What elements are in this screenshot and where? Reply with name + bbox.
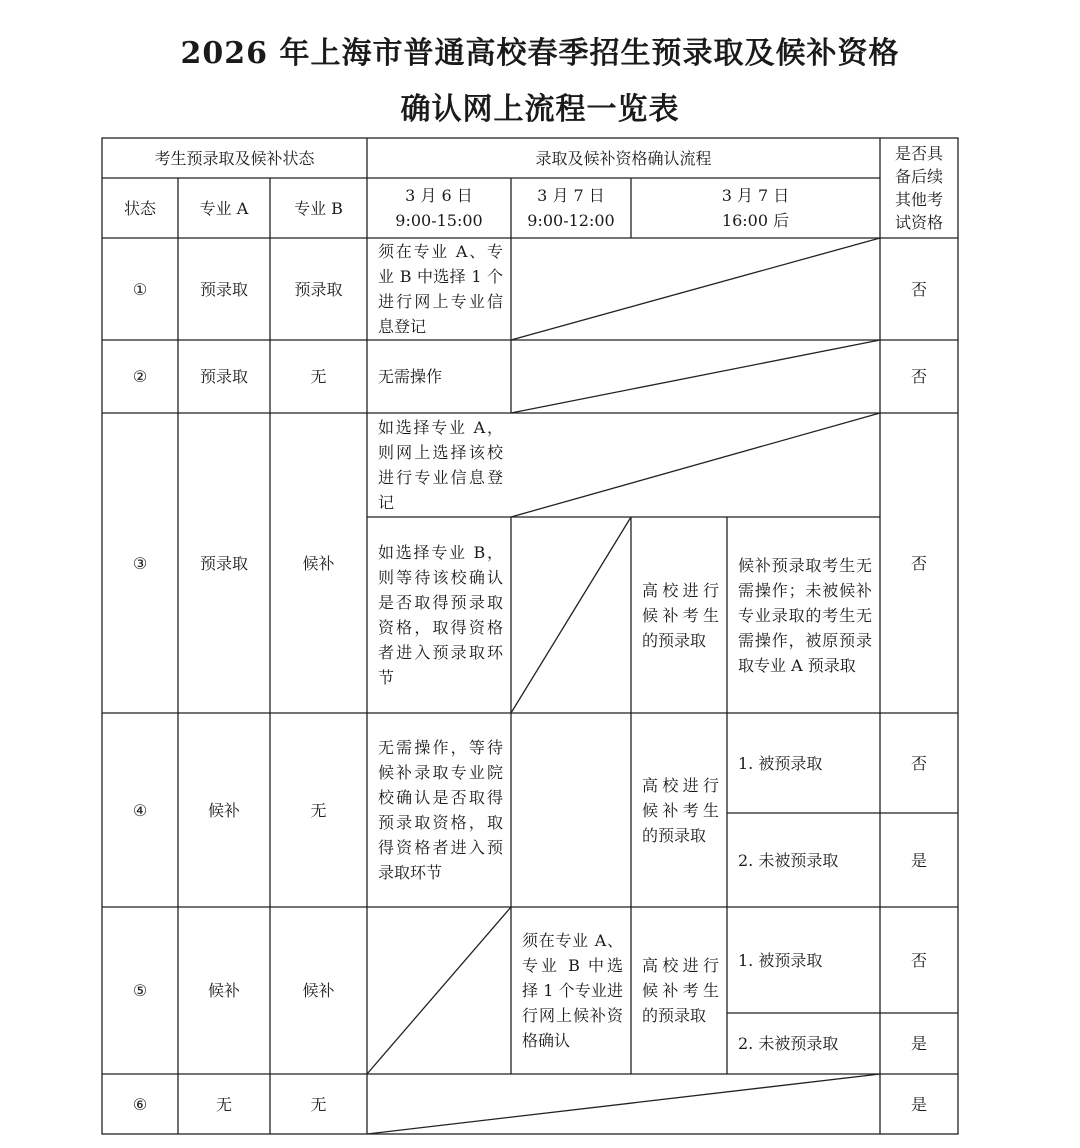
row4-outcome-admitted: 1. 被预录取 (738, 753, 823, 773)
row6-state: ⑥ (132, 1094, 148, 1114)
header-date-mar7-morning: 3 月 7 日 9:00-12:00 (527, 186, 615, 230)
row2-major-b: 无 (310, 367, 327, 386)
row5-major-b: 候补 (302, 981, 335, 1000)
row2-eligibility: 否 (910, 367, 927, 386)
row4-major-a: 候补 (207, 800, 240, 820)
row5-eligibility-not-admitted: 是 (910, 1034, 927, 1053)
document-title-line1: 2026 年上海市普通高校春季招生预录取及候补资格 (180, 36, 900, 71)
row4-eligibility-not-admitted: 是 (910, 850, 927, 870)
row2-state: ② (132, 367, 148, 386)
header-date-mar6: 3 月 6 日 9:00-15:00 (395, 186, 483, 230)
diagonal-strike-row3b (511, 517, 631, 713)
row1-state: ① (132, 279, 148, 299)
document-title-line2: 确认网上流程一览表 (400, 92, 680, 127)
header-date-mar7-afternoon: 3 月 7 日 16:00 后 (721, 186, 790, 230)
diagonal-strike-row5 (367, 907, 511, 1074)
row3-major-a: 预录取 (199, 553, 248, 573)
row5-state: ⑤ (132, 981, 148, 1000)
header-status: 状态 (123, 198, 156, 218)
row3-state: ③ (132, 553, 148, 573)
row3-option-b: 如选择专业 B，则等待该校确认是否取得预录取资格，取得资格者进入预录取环节 (378, 543, 503, 687)
header-process-group: 录取及候补资格确认流程 (535, 148, 712, 168)
row1-eligibility: 否 (910, 279, 927, 299)
diagonal-strike-row1 (511, 238, 880, 340)
row6-eligibility: 是 (910, 1094, 927, 1114)
row6-major-b: 无 (310, 1094, 327, 1114)
row4-university-admission: 高校进行候补考生的预录取 (642, 775, 719, 845)
header-eligibility: 是否具 备后续 其他考 试资格 (894, 144, 943, 232)
row3-university-admission: 高校进行候补考生的预录取 (642, 580, 719, 650)
row1-step-mar6: 须在专业 A、专业 B 中选择 1 个进行网上专业信息登记 (378, 242, 503, 336)
row5-university-admission: 高校进行候补考生的预录取 (642, 956, 719, 1025)
header-major-a: 专业 A (199, 198, 249, 218)
row4-step-mar6: 无需操作，等待候补录取专业院校确认是否取得预录取资格，取得资格者进入预录取环节 (378, 738, 503, 882)
row6-major-a: 无 (215, 1094, 232, 1114)
row5-outcome-admitted: 1. 被预录取 (738, 950, 823, 970)
header-major-b: 专业 B (294, 198, 343, 218)
row5-eligibility-admitted: 否 (910, 950, 927, 970)
row4-eligibility-admitted: 否 (910, 753, 927, 773)
row3-eligibility: 否 (910, 553, 927, 573)
diagonal-strike-row3a (511, 413, 880, 517)
diagonal-strike-row6 (367, 1074, 880, 1134)
row4-state: ④ (132, 800, 148, 820)
row1-major-a: 预录取 (199, 279, 248, 299)
header-status-group: 考生预录取及候补状态 (154, 148, 315, 168)
row3-major-b: 候补 (302, 553, 335, 573)
row5-step-mar7-morning: 须在专业 A、专业 B 中选择 1 个专业进行网上候补资格确认 (522, 931, 623, 1050)
diagonal-strike-row2 (511, 340, 880, 413)
row5-outcome-not-admitted: 2. 未被预录取 (738, 1034, 839, 1053)
row1-major-b: 预录取 (294, 279, 343, 299)
row2-step-mar6: 无需操作 (378, 367, 443, 386)
row2-major-a: 预录取 (199, 367, 248, 386)
row4-major-b: 无 (310, 800, 327, 820)
row3-option-a: 如选择专业 A，则网上选择该校进行专业信息登记 (378, 418, 503, 512)
row5-major-a: 候补 (207, 981, 240, 1000)
row4-outcome-not-admitted: 2. 未被预录取 (738, 850, 839, 870)
row3-outcome: 候补预录取考生无需操作；未被候补专业录取的考生无需操作，被原预录取专业 A 预录取 (738, 555, 872, 675)
